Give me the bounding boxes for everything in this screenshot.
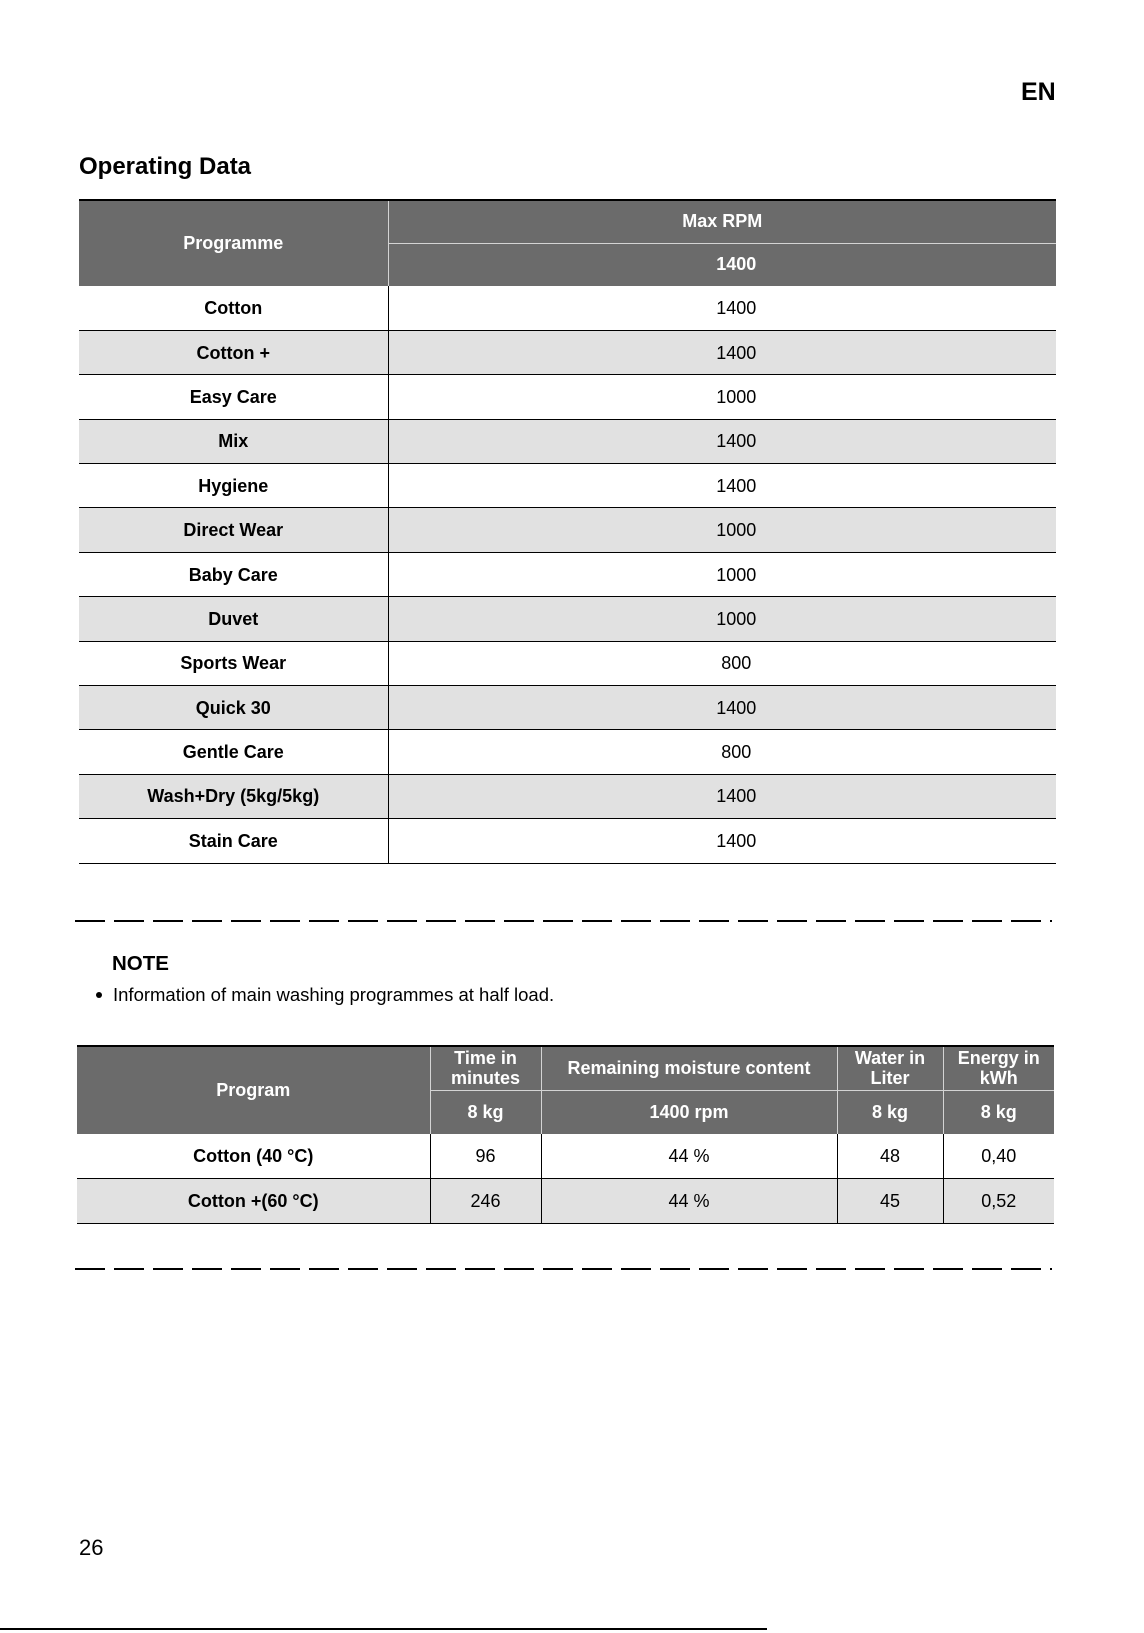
bottom-rule bbox=[0, 1628, 767, 1630]
table-row bbox=[79, 819, 1056, 863]
programme-cell: Hygiene bbox=[79, 464, 388, 508]
page-title: Operating Data bbox=[79, 153, 252, 180]
max-rpm-cell: 1400 bbox=[388, 819, 1056, 863]
max-rpm-cell: 800 bbox=[388, 730, 1056, 774]
table-row bbox=[77, 1134, 1054, 1179]
max-rpm-cell: 1000 bbox=[388, 508, 1056, 552]
moisture-cell: 44 % bbox=[541, 1179, 837, 1224]
max-rpm-cell: 1000 bbox=[388, 552, 1056, 596]
moisture-cell: 44 % bbox=[541, 1134, 837, 1179]
half-load-table bbox=[77, 1045, 1054, 1224]
programme-cell: Direct Wear bbox=[79, 508, 388, 552]
moisture-header: Remaining moisture content bbox=[541, 1046, 837, 1090]
water-cell: 48 bbox=[837, 1134, 943, 1179]
programme-cell: Easy Care bbox=[79, 375, 388, 419]
operating-data-table bbox=[79, 199, 1056, 864]
program-cell: Cotton +(60 °C) bbox=[77, 1179, 430, 1224]
table-row bbox=[79, 508, 1056, 552]
max-rpm-cell: 800 bbox=[388, 641, 1056, 685]
table-row bbox=[79, 286, 1056, 330]
program-cell: Cotton (40 °C) bbox=[77, 1134, 430, 1179]
programme-cell: Cotton + bbox=[79, 330, 388, 374]
water-header: Water in Liter bbox=[837, 1046, 943, 1090]
programme-cell: Wash+Dry (5kg/5kg) bbox=[79, 774, 388, 818]
energy-cell: 0,52 bbox=[943, 1179, 1054, 1224]
energy-cell: 0,40 bbox=[943, 1134, 1054, 1179]
table-row bbox=[79, 774, 1056, 818]
dashed-separator bbox=[0, 1262, 1144, 1276]
table-header-row bbox=[79, 200, 1056, 243]
language-label: EN bbox=[1021, 78, 1056, 106]
note-title: NOTE bbox=[112, 952, 169, 975]
table-row bbox=[79, 330, 1056, 374]
table-row bbox=[79, 419, 1056, 463]
table-row bbox=[77, 1179, 1054, 1224]
programme-cell: Gentle Care bbox=[79, 730, 388, 774]
max-rpm-cell: 1000 bbox=[388, 375, 1056, 419]
programme-cell: Duvet bbox=[79, 597, 388, 641]
table-row bbox=[79, 641, 1056, 685]
time-cell: 96 bbox=[430, 1134, 541, 1179]
water-cell: 45 bbox=[837, 1179, 943, 1224]
table-row bbox=[79, 375, 1056, 419]
max-rpm-cell: 1400 bbox=[388, 419, 1056, 463]
max-rpm-cell: 1400 bbox=[388, 330, 1056, 374]
energy-load-header: 8 kg bbox=[943, 1090, 1054, 1134]
time-cell: 246 bbox=[430, 1179, 541, 1224]
energy-header: Energy in kWh bbox=[943, 1046, 1054, 1090]
max-rpm-cell: 1400 bbox=[388, 464, 1056, 508]
moisture-speed-header: 1400 rpm bbox=[541, 1090, 837, 1134]
max-rpm-cell: 1400 bbox=[388, 774, 1056, 818]
time-load-header: 8 kg bbox=[430, 1090, 541, 1134]
model-rpm-header: 1400 bbox=[388, 243, 1056, 286]
max-rpm-cell: 1400 bbox=[388, 686, 1056, 730]
time-header: Time in minutes bbox=[430, 1046, 541, 1090]
programme-cell: Quick 30 bbox=[79, 686, 388, 730]
programme-cell: Sports Wear bbox=[79, 641, 388, 685]
programme-cell: Baby Care bbox=[79, 552, 388, 596]
programme-cell: Cotton bbox=[79, 286, 388, 330]
table-row bbox=[79, 464, 1056, 508]
max-rpm-cell: 1000 bbox=[388, 597, 1056, 641]
programme-cell: Stain Care bbox=[79, 819, 388, 863]
dashed-separator bbox=[0, 914, 1144, 928]
table-header-row bbox=[77, 1046, 1054, 1090]
max-rpm-cell: 1400 bbox=[388, 286, 1056, 330]
table-row bbox=[79, 686, 1056, 730]
note-item: Information of main washing programmes at half load. bbox=[113, 984, 555, 1005]
table-row bbox=[79, 552, 1056, 596]
table-row bbox=[79, 730, 1056, 774]
table-row bbox=[79, 597, 1056, 641]
program-header: Program bbox=[77, 1046, 430, 1134]
bullet-icon bbox=[96, 992, 102, 998]
page-number: 26 bbox=[79, 1535, 104, 1560]
max-rpm-header: Max RPM bbox=[388, 200, 1056, 243]
programme-header: Programme bbox=[79, 200, 388, 286]
programme-cell: Mix bbox=[79, 419, 388, 463]
water-load-header: 8 kg bbox=[837, 1090, 943, 1134]
